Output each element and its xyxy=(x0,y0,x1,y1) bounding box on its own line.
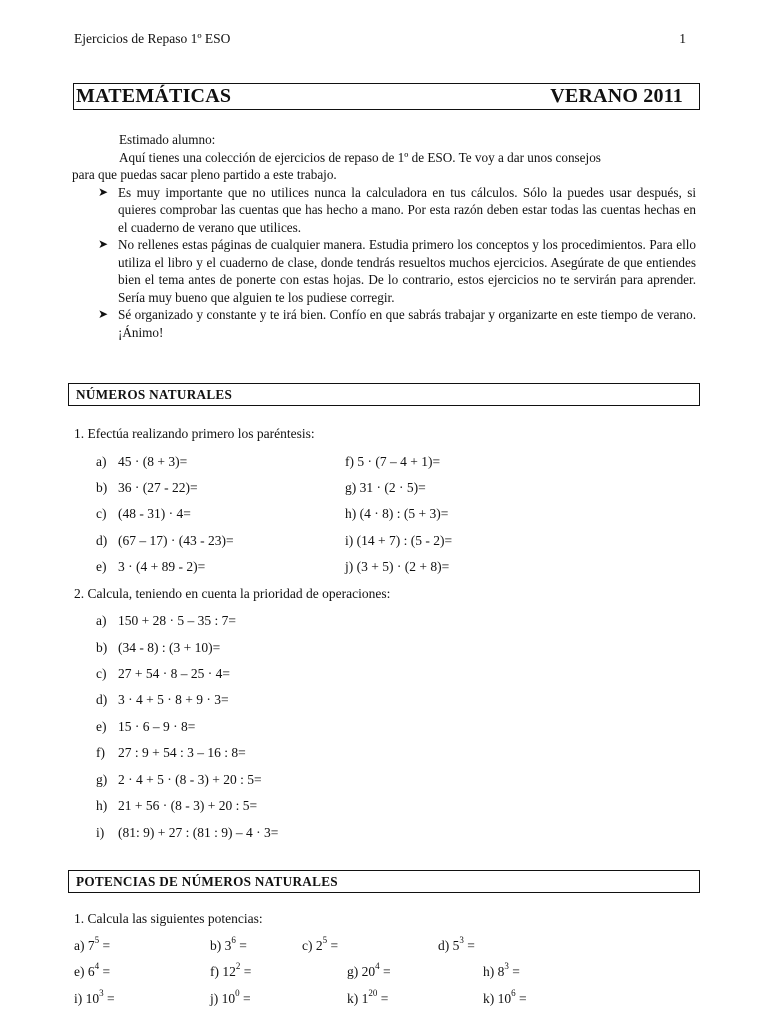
exercise-item xyxy=(96,798,257,814)
power-exponent: 6 xyxy=(511,988,516,998)
item-label: h) xyxy=(483,964,498,979)
power-item xyxy=(74,988,115,1007)
exercise-item xyxy=(96,666,230,682)
power-base: 20 xyxy=(361,964,376,979)
item-label: e) xyxy=(74,964,88,979)
item-expression: 36 · (27 - 22)= xyxy=(118,480,198,495)
power-item xyxy=(74,935,111,954)
advice-item xyxy=(74,306,696,341)
title-box xyxy=(73,83,700,110)
exercise-item xyxy=(96,745,246,761)
item-expression: 2 · 4 + 5 · (8 - 3) + 20 : 5= xyxy=(118,772,262,787)
equals-sign: = xyxy=(103,991,115,1006)
equals-sign: = xyxy=(99,938,111,953)
item-expression: (67 – 17) · (43 - 23)= xyxy=(118,533,234,548)
power-item xyxy=(483,961,520,980)
exercise-item: j) (3 + 5) · (2 + 8)= xyxy=(345,559,450,574)
item-label: d) xyxy=(96,533,108,548)
power-base: 8 xyxy=(497,964,505,979)
equals-sign: = xyxy=(235,938,247,953)
power-exponent: 6 xyxy=(231,935,236,945)
item-expression: 3 · 4 + 5 · 8 + 9 · 3= xyxy=(118,692,229,707)
item-expression: (81: 9) + 27 : (81 : 9) – 4 · 3= xyxy=(118,825,279,840)
power-base: 7 xyxy=(87,938,95,953)
power-exponent: 5 xyxy=(322,935,328,945)
power-exponent: 3 xyxy=(459,935,464,945)
item-label: a) xyxy=(96,613,107,628)
equals-sign: = xyxy=(240,964,252,979)
item-expression: 3 · (4 + 89 - 2)= xyxy=(118,559,206,574)
item-label: b) xyxy=(210,938,225,953)
power-exponent: 3 xyxy=(99,988,104,998)
item-label: b) xyxy=(96,480,108,495)
exercise-item xyxy=(96,825,278,841)
power-item xyxy=(210,988,251,1007)
exercise-item xyxy=(96,640,220,656)
intro-letter xyxy=(74,131,696,341)
item-label: f) xyxy=(96,745,105,760)
section-title: POTENCIAS DE NÚMEROS NATURALES xyxy=(76,874,338,889)
item-expression: 21 + 56 · (8 - 3) + 20 : 5= xyxy=(118,798,258,813)
power-base: 10 xyxy=(221,991,236,1006)
item-label: k) xyxy=(483,991,498,1006)
item-label: d) xyxy=(438,938,453,953)
arrow-bullet-icon: ➤ xyxy=(98,237,109,251)
power-exponent: 4 xyxy=(375,961,380,971)
item-label: c) xyxy=(96,506,107,521)
item-expression: 45 · (8 + 3)= xyxy=(118,454,188,469)
power-item xyxy=(347,988,389,1007)
section-potencias xyxy=(68,870,700,893)
item-label: g) xyxy=(96,772,108,787)
exercise-item xyxy=(96,506,191,522)
item-label: a) xyxy=(74,938,88,953)
equals-sign: = xyxy=(508,964,520,979)
exercise-1-prompt: 1. Efectúa realizando primero los paréntesis: xyxy=(74,426,315,441)
power-exponent: 5 xyxy=(94,935,100,945)
advice-text: No rellenes estas páginas de cualquier manera. Estudia primero los conceptos y los procedimientos. Para ello utiliza el libro y el cuaderno de clase, donde tendrás resueltos muchos ejercicios. Asegúrate de que entiendes bien el tema antes de ponerte con estas hojas. De lo contrario, estos ejercicios no te servirán para aprender. Sería muy bueno que alguien te los pudiese corregir. xyxy=(118,237,696,305)
power-base: 5 xyxy=(452,938,460,953)
item-label: d) xyxy=(96,692,108,707)
exercise-item: f) 5 · (7 – 4 + 1)= xyxy=(345,454,441,469)
power-base: 3 xyxy=(224,938,232,953)
item-label: e) xyxy=(96,719,107,734)
item-label: e) xyxy=(96,559,107,574)
exercise-2-prompt: 2. Calcula, teniendo en cuenta la prioridad de operaciones: xyxy=(74,586,391,601)
section-title: NÚMEROS NATURALES xyxy=(76,387,233,402)
equals-sign: = xyxy=(379,964,391,979)
power-item xyxy=(438,935,475,954)
item-expression: (34 - 8) : (3 + 10)= xyxy=(118,640,221,655)
power-base: 10 xyxy=(85,991,100,1006)
item-label: f) xyxy=(210,964,223,979)
exercise-item xyxy=(96,719,195,735)
item-label: k) xyxy=(347,991,362,1006)
term-title: VERANO 2011 xyxy=(550,85,683,107)
power-base: 10 xyxy=(497,991,512,1006)
advice-item xyxy=(74,184,696,237)
advice-item xyxy=(74,236,696,306)
item-expression: 150 + 28 · 5 – 35 : 7= xyxy=(118,613,236,628)
advice-text: Es muy importante que no utilices nunca la calculadora en tus cálculos. Sólo la puedes usar después, si quieres comprobar las cuentas que has hecho a mano. Por esta razón deben estar todas las cuentas hechas en el cuaderno de verano que utilices. xyxy=(118,184,696,235)
power-base: 1 xyxy=(361,991,369,1006)
equals-sign: = xyxy=(327,938,339,953)
exercise-item: g) 31 · (2 · 5)= xyxy=(345,480,426,495)
equals-sign: = xyxy=(515,991,527,1006)
exercise-item xyxy=(96,613,236,629)
arrow-bullet-icon: ➤ xyxy=(98,184,109,199)
exercise-item xyxy=(96,772,262,788)
item-label: h) xyxy=(96,798,108,813)
exercise-item: i) (14 + 7) : (5 - 2)= xyxy=(345,533,453,548)
item-label: c) xyxy=(96,666,107,681)
equals-sign: = xyxy=(463,938,475,953)
exercise-item xyxy=(96,692,229,708)
power-base: 12 xyxy=(222,964,236,979)
power-exponent: 2 xyxy=(235,961,241,971)
advice-list xyxy=(74,184,696,342)
page-number: 1 xyxy=(679,31,686,46)
power-item xyxy=(210,961,252,980)
item-label: j) xyxy=(210,991,222,1006)
exercise-item: h) (4 · 8) : (5 + 3)= xyxy=(345,506,449,521)
power-item xyxy=(347,961,391,980)
item-label: a) xyxy=(96,454,107,469)
power-exponent: 20 xyxy=(368,988,378,998)
advice-text: Sé organizado y constante y te irá bien. Confío en que sabrás trabajar y organizarte en este tiempo de verano. ¡Ánimo! xyxy=(118,307,696,340)
intro-line-1: Aquí tienes una colección de ejercicios de repaso de 1º de ESO. Te voy a dar unos consejos xyxy=(119,149,601,165)
equals-sign: = xyxy=(377,991,389,1006)
power-item xyxy=(483,988,527,1007)
item-label: i) xyxy=(96,825,105,840)
greeting: Estimado alumno: xyxy=(119,132,216,147)
item-expression: 27 + 54 · 8 – 25 · 4= xyxy=(118,666,230,681)
item-label: i) xyxy=(74,991,86,1006)
item-label: g) xyxy=(347,964,362,979)
item-expression: 15 · 6 – 9 · 8= xyxy=(118,719,196,734)
power-base: 6 xyxy=(87,964,95,979)
power-item xyxy=(302,935,339,954)
section-numeros-naturales xyxy=(68,383,700,406)
exercise-item xyxy=(96,480,198,496)
exercise-item xyxy=(96,533,234,549)
header-title: Ejercicios de Repaso 1º ESO xyxy=(74,31,231,46)
subject-title: MATEMÁTICAS xyxy=(76,85,232,107)
item-expression: 27 : 9 + 54 : 3 – 16 : 8= xyxy=(118,745,246,760)
intro-line-2: para que puedas sacar pleno partido a este trabajo. xyxy=(72,167,337,182)
power-exponent: 0 xyxy=(235,988,240,998)
item-label: b) xyxy=(96,640,108,655)
power-item xyxy=(210,935,247,954)
power-exponent: 4 xyxy=(94,961,100,971)
item-label: c) xyxy=(302,938,316,953)
power-item xyxy=(74,961,111,980)
equals-sign: = xyxy=(99,964,111,979)
exercise-1-prompt: 1. Calcula las siguientes potencias: xyxy=(74,911,263,926)
arrow-bullet-icon: ➤ xyxy=(98,307,109,321)
power-base: 2 xyxy=(315,938,323,953)
exercise-item xyxy=(96,559,205,575)
item-expression: (48 - 31) · 4= xyxy=(118,506,191,521)
equals-sign: = xyxy=(239,991,251,1006)
power-exponent: 3 xyxy=(504,961,509,971)
running-header xyxy=(74,31,686,47)
exercise-item xyxy=(96,454,187,470)
